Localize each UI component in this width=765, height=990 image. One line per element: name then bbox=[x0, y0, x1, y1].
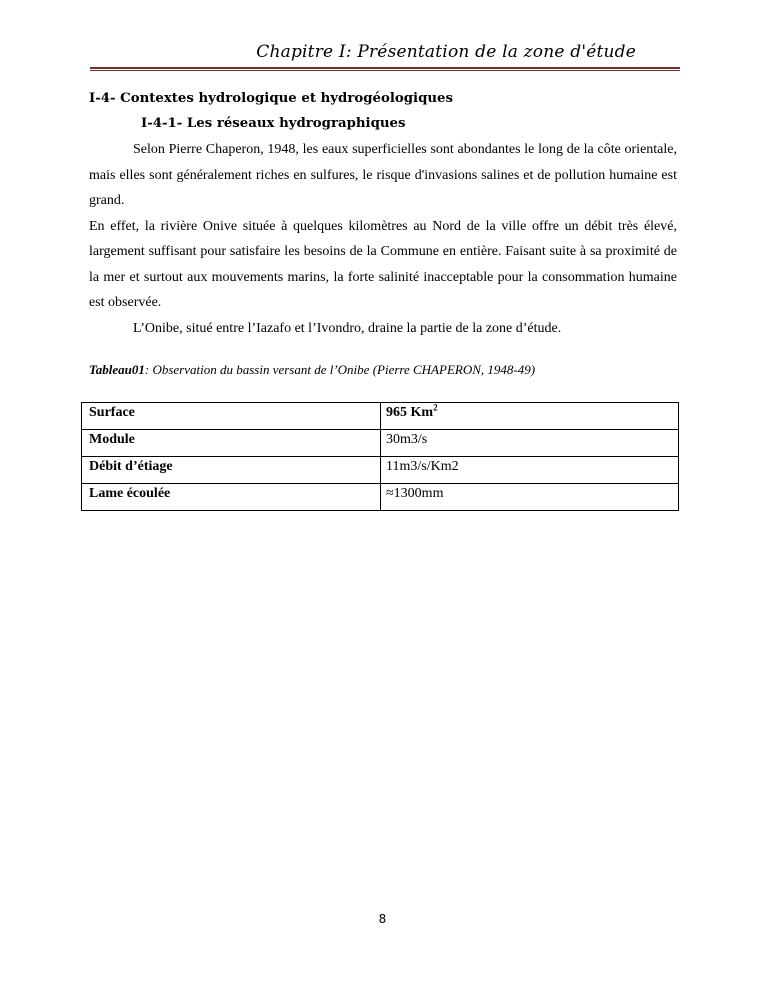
surface-unit-exponent: 2 bbox=[433, 402, 438, 413]
observation-table bbox=[81, 402, 679, 511]
section-title: I-4- Contextes hydrologique et hydrogéologiques bbox=[89, 91, 453, 106]
table-caption-label: Tableau01 bbox=[89, 362, 145, 377]
table-caption-text: : Observation du bassin versant de l’Onibe (Pierre CHAPERON, 1948-49) bbox=[144, 362, 536, 377]
row-key-debit-etiage: Débit d’étiage bbox=[82, 457, 381, 484]
table-row bbox=[82, 484, 679, 511]
subsection-title: I-4-1- Les réseaux hydrographiques bbox=[141, 116, 406, 131]
running-header: Chapitre I: Présentation de la zone d'étude bbox=[256, 42, 636, 62]
surface-value: 965 Km bbox=[386, 405, 434, 420]
content-body bbox=[89, 88, 677, 379]
row-key-surface: Surface bbox=[82, 403, 381, 430]
row-value-lame-ecoulee: ≈1300mm bbox=[381, 484, 679, 511]
paragraph-3: L’Onibe, situé entre l’Iazafo et l’Ivondro, draine la partie de la zone d’étude. bbox=[133, 320, 562, 336]
row-key-module: Module bbox=[82, 430, 381, 457]
table-row bbox=[82, 457, 679, 484]
row-value-module: 30m3/s bbox=[381, 430, 679, 457]
page-number: 8 bbox=[378, 912, 387, 926]
table-row bbox=[82, 430, 679, 457]
row-key-lame-ecoulee: Lame écoulée bbox=[82, 484, 381, 511]
row-value-surface bbox=[381, 403, 679, 430]
table-caption bbox=[89, 361, 677, 379]
paragraph-1: Selon Pierre Chaperon, 1948, les eaux superficielles sont abondantes le long de la côte orientale, mais elles sont généralement riches en sulfures, le risque d'invasions salines et de pollution humaine est grand. bbox=[89, 142, 677, 208]
row-value-debit-etiage: 11m3/s/Km2 bbox=[381, 457, 679, 484]
table-row bbox=[82, 403, 679, 430]
header-rule bbox=[90, 67, 680, 71]
paragraph-2: En effet, la rivière Onive située à quelques kilomètres au Nord de la ville offre un débit très élevé, largement suffisant pour satisfaire les besoins de la Commune en entière. Faisant suite à sa proximité de la mer et surtout aux mouvements marins, la forte salinité inacceptable pour la consommation humaine est observée. bbox=[89, 218, 677, 310]
